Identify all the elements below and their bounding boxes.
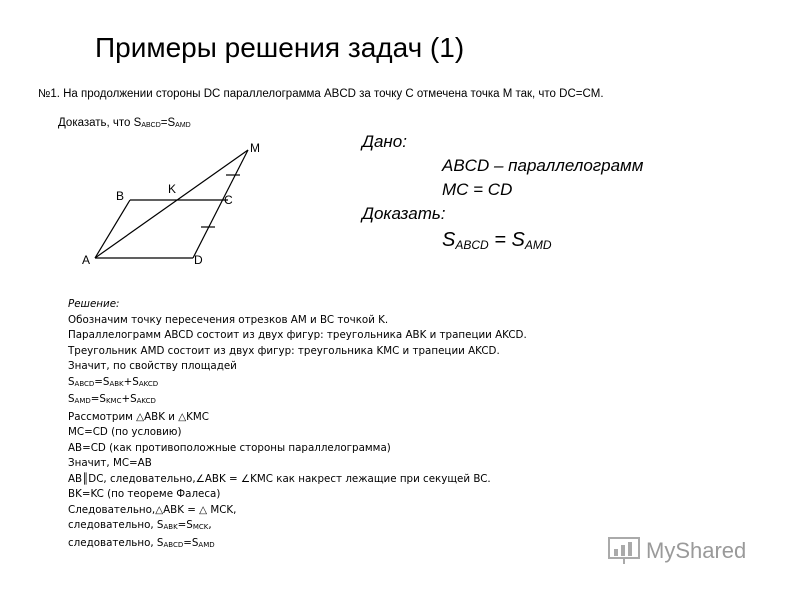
sol6-c: +S: [121, 393, 137, 405]
label-c: C: [224, 193, 233, 207]
prove-sub1: ABCD: [141, 122, 161, 129]
solution-line: Значит, по свойству площадей: [68, 360, 237, 372]
solution-line: MC=CD (по условию): [68, 426, 182, 438]
solution-line: Треугольник AMD состоит из двух фигур: треугольника KMC и трапеции AKCD.: [68, 344, 500, 357]
sol5-c-sub: AKCD: [138, 379, 159, 388]
sol14-c: ,: [208, 519, 212, 531]
sol15-a: следовательно, S: [68, 536, 164, 549]
sol14-a: следовательно, S: [68, 519, 164, 531]
presentation-icon: [608, 537, 640, 565]
line-dm: [193, 150, 248, 258]
solution-line: [68, 392, 527, 410]
sol15-b-sub: AMD: [198, 540, 215, 549]
given-area-eq: [362, 228, 643, 257]
solution-line: Обозначим точку пересечения отрезков AM и BC точкой K.: [68, 313, 389, 326]
sol15-b: =S: [183, 536, 199, 549]
solution-heading: Решение:: [68, 298, 120, 310]
sol5-a-sub: ABCD: [74, 379, 95, 388]
solution-line: AB=CD (как противоположные стороны параллелограмма): [68, 441, 391, 454]
prove-eq: =S: [160, 117, 176, 129]
solution-line: AB║DC, следовательно,∠ABK = ∠KMC как накрест лежащие при секущей BC.: [68, 472, 491, 485]
prove-sub2: AMD: [175, 122, 191, 129]
area-sub2: AMD: [524, 238, 552, 252]
sol5-c: +S: [123, 375, 139, 388]
given-block: [362, 130, 643, 257]
label-d: D: [194, 253, 203, 267]
given-line1: ABCD – параллелограмм: [442, 156, 644, 175]
sol14-a-sub: ABK: [163, 523, 178, 531]
page-title: Примеры решения задач (1): [95, 32, 465, 63]
label-k: K: [168, 182, 177, 196]
solution-line: Параллелограмм ABCD состоит из двух фигур: треугольника ABK и трапеции AKCD.: [68, 329, 527, 341]
sol5-a: S: [68, 375, 75, 388]
label-a: A: [82, 253, 91, 267]
given-label: Дано:: [362, 132, 407, 151]
solution-line: [68, 536, 527, 554]
sol5-b: =S: [94, 375, 110, 388]
side-ab: [95, 200, 130, 258]
sol6-b-sub: KMC: [105, 397, 122, 405]
given-prove-label: Доказать:: [362, 204, 446, 223]
solution-block: [68, 297, 527, 553]
given-line2: MC = CD: [442, 180, 513, 199]
solution-line: Следовательно,△ABK = △ MCK,: [68, 503, 237, 516]
solution-line: [68, 375, 527, 393]
sol15-a-sub: ABCD: [163, 540, 184, 549]
logo-text: MyShared: [646, 538, 747, 563]
sol6-c-sub: AKCD: [136, 397, 156, 405]
sol14-b: =S: [177, 519, 193, 531]
sol6-a: S: [68, 393, 75, 405]
sol5-b-sub: ABK: [109, 379, 124, 388]
area-eq: = S: [488, 229, 525, 251]
sol6-b: =S: [90, 393, 106, 405]
sol6-a-sub: AMD: [74, 397, 91, 405]
area-s1: S: [442, 229, 456, 251]
myshared-logo[interactable]: [608, 537, 746, 565]
prove-text: Доказать, что S: [58, 117, 142, 129]
problem-statement: №1. На продолжении стороны DC параллелограмма ABCD за точку C отмечена точка M так, что DC=CM.: [38, 88, 604, 100]
label-b: B: [116, 189, 125, 203]
solution-line: Значит, MC=AB: [68, 457, 152, 469]
solution-line: BK=KC (по теореме Фалеса): [68, 488, 221, 500]
solution-line: [68, 518, 527, 536]
label-m: M: [250, 141, 260, 155]
area-sub1: ABCD: [455, 238, 489, 252]
solution-line: Рассмотрим △ABK и △KMC: [68, 410, 209, 423]
sol14-b-sub: MCK: [192, 523, 209, 531]
